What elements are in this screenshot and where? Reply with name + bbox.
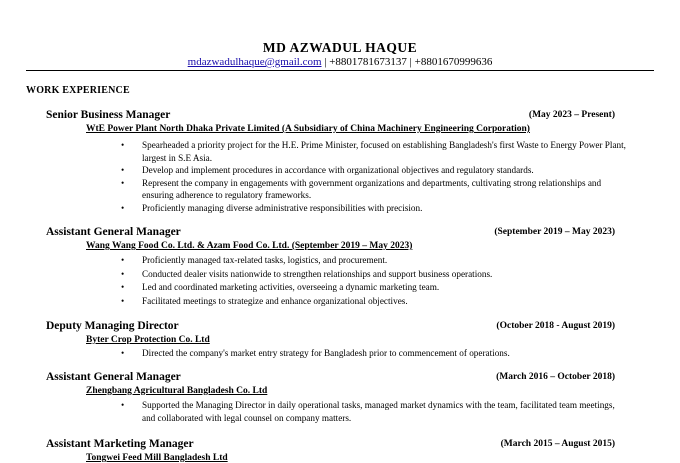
candidate-name: MD AZWADUL HAQUE <box>262 40 418 55</box>
bullet-icon: • <box>121 177 125 188</box>
company-name: Wang Wang Food Co. Ltd. & Azam Food Co. Ltd. (September 2019 – May 2023) <box>86 241 413 251</box>
list-item <box>0 399 680 424</box>
job-dates: (May 2023 – Present) <box>528 110 615 120</box>
job-dates: (September 2019 – May 2023) <box>494 227 615 237</box>
phone-numbers: | +8801781673137 | +8801670999636 <box>321 56 493 68</box>
section-title-work-experience: WORK EXPERIENCE <box>26 85 130 96</box>
contact-line <box>0 56 680 68</box>
job-title: Assistant Marketing Manager <box>46 438 194 450</box>
bullet-list <box>0 254 680 308</box>
email-link[interactable]: mdazwadulhaque@gmail.com <box>187 56 322 68</box>
company-name: Tongwei Feed Mill Bangladesh Ltd <box>86 453 228 463</box>
job-title: Assistant General Manager <box>46 371 181 383</box>
bullet-text: Spearheaded a priority project for the H.E. Prime Minister, focused on establishing Bangladesh's first Waste to Energy Power Plant, largest in S.E Asia. <box>142 140 626 163</box>
header-divider <box>26 70 654 71</box>
bullet-list <box>0 139 680 214</box>
bullet-text: Develop and implement procedures in accordance with organizational objectives and regulatory standards. <box>142 165 534 175</box>
bullet-icon: • <box>121 348 125 358</box>
job-dates: (October 2018 - August 2019) <box>496 321 615 331</box>
bullet-text: Facilitated meetings to strategize and enhance organizational objectives. <box>142 295 408 306</box>
bullet-icon: • <box>121 140 125 150</box>
bullet-text: Represent the company in engagements with government organizations and departments, cultivating strong relationships and ensuring adherence to regulatory frameworks. <box>142 177 602 200</box>
company-name: Zhengbang Agricultural Bangladesh Co. Ltd <box>86 386 268 396</box>
list-item <box>0 347 680 360</box>
bullet-icon: • <box>121 282 125 292</box>
list-item <box>0 202 680 215</box>
bullet-icon: • <box>121 295 125 306</box>
company-name: WtE Power Plant North Dhaka Private Limited (A Subsidiary of China Machinery Engineering Corporation) <box>86 124 530 134</box>
list-item <box>0 254 680 268</box>
company-name: Byter Crop Protection Co. Ltd <box>86 335 210 345</box>
list-item <box>0 281 680 295</box>
job-title: Deputy Managing Director <box>46 320 179 332</box>
list-item <box>0 139 680 164</box>
list-item <box>0 164 680 177</box>
bullet-icon: • <box>121 202 125 213</box>
bullet-text: Proficiently managing diverse administrative responsibilities with precision. <box>142 202 423 213</box>
job-title: Senior Business Manager <box>46 109 171 121</box>
job-title: Assistant General Manager <box>46 226 181 238</box>
bullet-list <box>0 347 680 360</box>
bullet-text: Directed the company's market entry strategy for Bangladesh prior to commencement of operations. <box>142 348 510 358</box>
list-item <box>0 177 680 202</box>
bullet-icon: • <box>121 165 125 175</box>
bullet-text: Led and coordinated marketing activities, overseeing a dynamic marketing team. <box>142 282 440 292</box>
bullet-icon: • <box>121 255 125 265</box>
bullet-text: Supported the Managing Director in daily operational tasks, managed market dynamics with the team, facilitated team meetings, and collaborated with legal counsel on company matters. <box>142 400 615 423</box>
bullet-list <box>0 399 680 424</box>
list-item <box>0 268 680 282</box>
bullet-icon: • <box>121 400 125 410</box>
bullet-text: Proficiently managed tax-related tasks, logistics, and procurement. <box>142 255 388 265</box>
bullet-text: Conducted dealer visits nationwide to strengthen relationships and support business operations. <box>142 268 493 279</box>
bullet-icon: • <box>121 268 125 279</box>
job-dates: (March 2015 – August 2015) <box>500 439 615 449</box>
list-item <box>0 295 680 309</box>
job-dates: (March 2016 – October 2018) <box>496 372 615 382</box>
